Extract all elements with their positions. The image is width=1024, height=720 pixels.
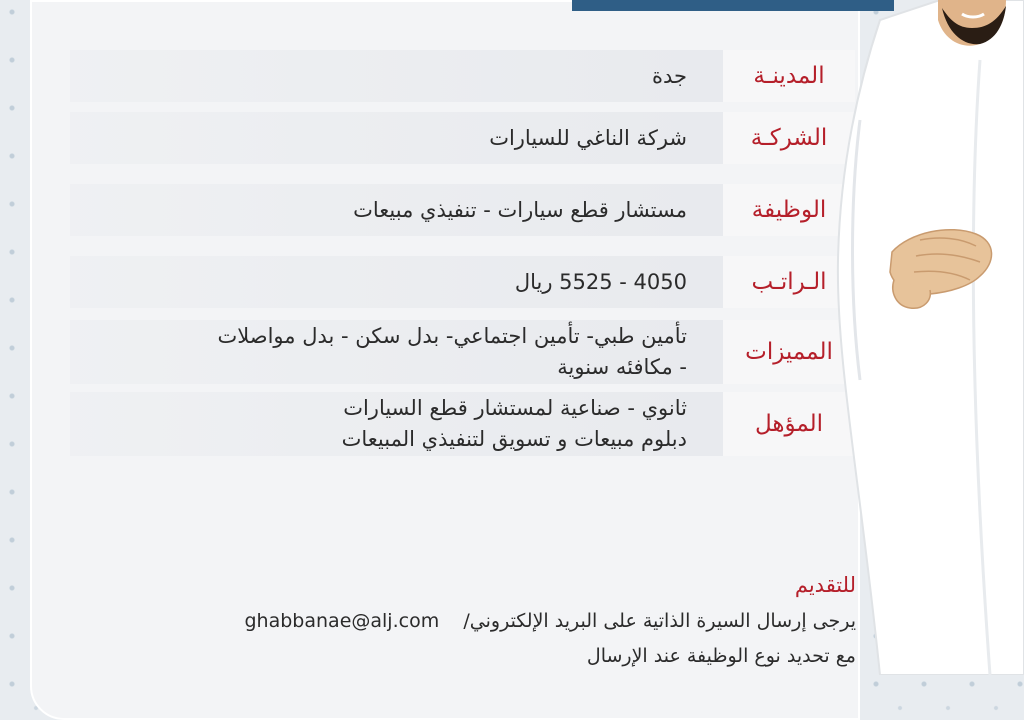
detail-value-benefits bbox=[217, 320, 687, 384]
value-line: شركة الناغي للسيارات bbox=[489, 125, 687, 150]
detail-value-job bbox=[353, 184, 687, 236]
value-line: تأمين طبي- تأمين اجتماعي- بدل سكن - بدل مواصلات bbox=[217, 324, 687, 348]
value-line: 4050 - 5525 ريال bbox=[514, 269, 687, 294]
apply-note: مع تحديد نوع الوظيفة عند الإرسال bbox=[586, 645, 856, 667]
apply-text: يرجى إرسال السيرة الذاتية على البريد الإلكتروني/ bbox=[463, 610, 856, 632]
detail-row-benefits bbox=[70, 320, 855, 384]
detail-label-salary: الـراتـب bbox=[723, 256, 855, 308]
detail-row-company bbox=[70, 112, 855, 164]
detail-label-company: الشركـة bbox=[723, 112, 855, 164]
value-line: مستشار قطع سيارات - تنفيذي مبيعات bbox=[353, 197, 687, 222]
detail-value-qualification bbox=[342, 392, 687, 456]
detail-value-salary bbox=[515, 256, 687, 308]
apply-title: للتقديم bbox=[794, 573, 856, 597]
value-line: جدة bbox=[651, 63, 687, 88]
value-line: - مكافئه سنوية bbox=[557, 355, 687, 379]
detail-label-benefits: المميزات bbox=[723, 320, 855, 384]
value-line: ثانوي - صناعية لمستشار قطع السيارات bbox=[343, 396, 687, 420]
email-link[interactable]: ghabbanae@alj.com bbox=[244, 610, 440, 632]
detail-row-salary bbox=[70, 256, 855, 308]
detail-row-job bbox=[70, 184, 855, 236]
apply-instructions bbox=[245, 610, 857, 632]
detail-label-job: الوظيفة bbox=[723, 184, 855, 236]
man-in-thobe-illustration bbox=[820, 0, 1024, 675]
detail-row-city bbox=[70, 50, 855, 102]
detail-value-city bbox=[652, 50, 687, 102]
detail-value-company bbox=[489, 112, 687, 164]
value-line: دبلوم مبيعات و تسويق لتنفيذي المبيعات bbox=[341, 427, 687, 451]
detail-label-qualification: المؤهل bbox=[723, 392, 855, 456]
detail-row-qualification bbox=[70, 392, 855, 456]
detail-label-city: المدينـة bbox=[723, 50, 855, 102]
